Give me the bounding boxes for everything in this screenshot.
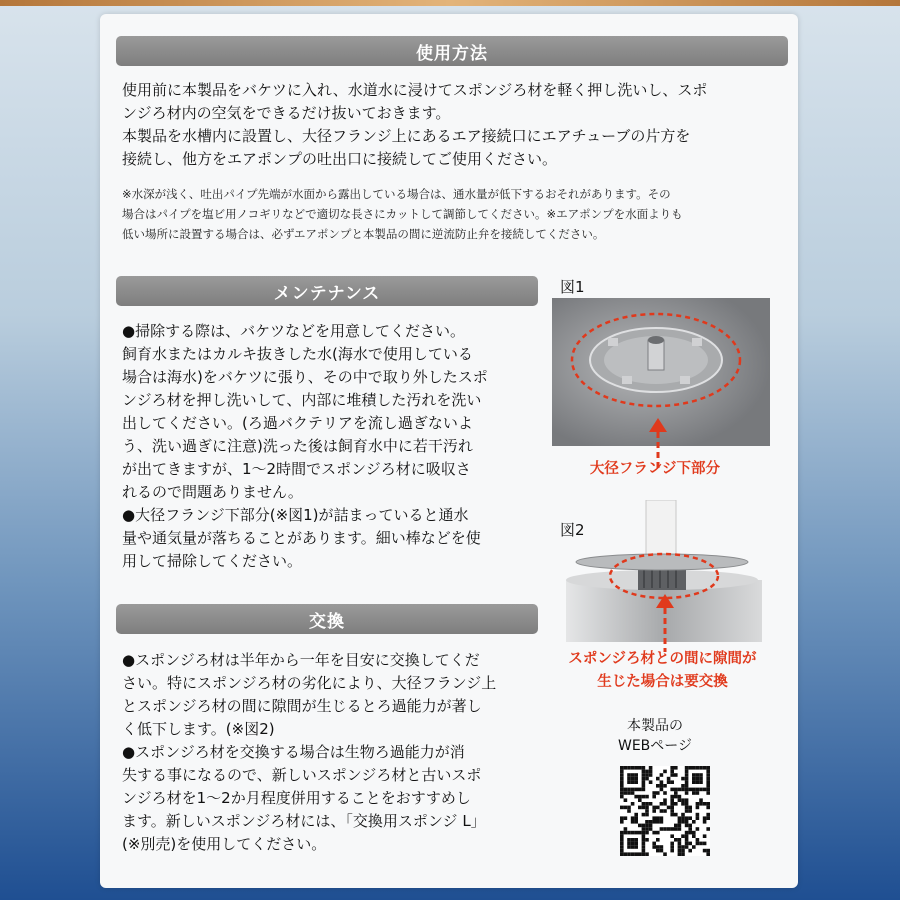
- qr-code-icon[interactable]: [620, 766, 710, 856]
- replacement-paragraph: ●スポンジろ材は半年から一年を目安に交換してくだ さい。特にスポンジろ材の劣化により、大径フランジ上 とスポンジろ材の間に隙間が生じるとろ過能力が著し く低下します。(※図2) ●スポンジろ材を交換する場合は生物ろ過能力が消 失する事になるので、新しいスポンジろ材と古いスポ ンジろ材を1〜2か月程度併用することをおすすめし ます。新しいスポンジろ材には、「交換用スポンジ L」 (※別売)を使用してください。: [122, 651, 497, 853]
- web-page-caption: 本製品の WEBページ: [617, 718, 692, 754]
- usage-header-text: 使用方法: [416, 43, 488, 64]
- replacement-section-header: [116, 604, 538, 634]
- figure2-label: 図2: [560, 521, 585, 539]
- usage-note: ※水深が浅く、吐出パイプ先端が水面から露出している場合は、通水量が低下するおそれがあります。その 場合はパイプを塩ビ用ノコギリなどで適切な長さにカットして調節してください。※エアポンプを水面よりも 低い場所に設置する場合は、必ずエアポンプと本製品の間に逆流防止弁を接続してください。: [122, 187, 683, 241]
- figure2-caption: スポンジろ材との間に隙間が 生じた場合は要交換: [568, 651, 757, 690]
- replacement-header-text: 交換: [309, 611, 345, 632]
- figure1-caption: 大径フランジ下部分: [589, 461, 721, 477]
- instruction-panel: [100, 14, 798, 888]
- usage-section-header: [116, 36, 788, 66]
- maintenance-section-header: [116, 276, 538, 306]
- maintenance-paragraph: ●掃除する際は、バケツなどを用意してください。 飼育水またはカルキ抜きした水(海水で使用している 場合は海水)をバケツに張り、その中で取り外したスポ ンジろ材を押し洗いして、内部に堆積した汚れを洗い 出してください。(ろ過バクテリアを流し過ぎないよ う、洗い過ぎに注意)洗った後は飼育水中に若干汚れ が出てきますが、1〜2時間でスポンジろ材に吸収さ れるので問題ありません。 ●大径フランジ下部分(※図1)が詰まっていると通水 量や通気量が落ちることがあります。細い棒などを使 用して掃除してください。: [122, 322, 488, 570]
- usage-paragraph: 使用前に本製品をバケツに入れ、水道水に浸けてスポンジろ材を軽く押し洗いし、スポ ンジろ材内の空気をできるだけ抜いておきます。 本製品を水槽内に設置し、大径フランジ上にあるエア接続口にエアチューブの片方を 接続し、他方をエアポンプの吐出口に接続してご使用ください。: [122, 81, 708, 168]
- figure2-arrow-icon: [653, 594, 677, 652]
- figure1-label: 図1: [560, 278, 585, 296]
- top-decorative-strip: [0, 0, 900, 6]
- maintenance-header-text: メンテナンス: [273, 283, 381, 304]
